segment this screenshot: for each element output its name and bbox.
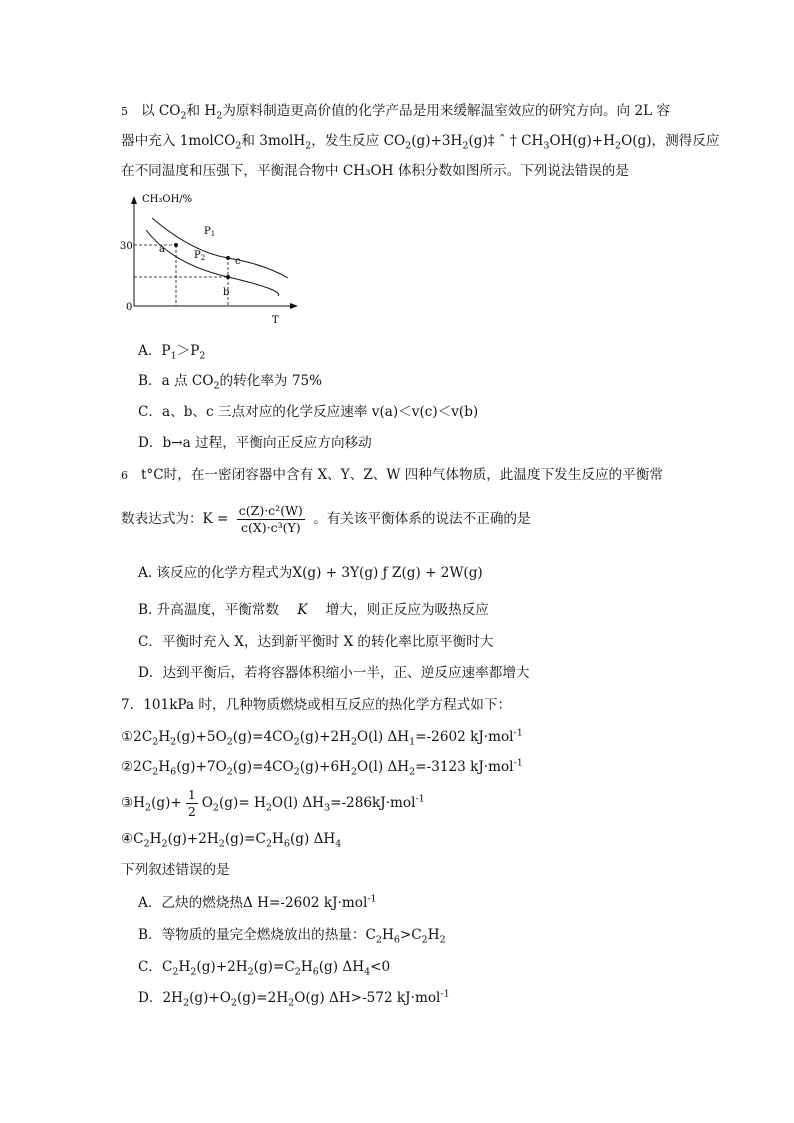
q7-text: =-286kJ·mol [330, 795, 416, 811]
q5-text: OH(g)+H [549, 133, 615, 149]
point-b [226, 275, 230, 279]
q7-option-b[interactable]: B．等物质的量完全燃烧放出的热量：$C_2H_6>C_2H_2$ [138, 927, 446, 946]
q7-text: H [178, 959, 191, 975]
q5-text: 和 H [186, 103, 217, 119]
q7-text: H [158, 759, 171, 775]
q7-text: (g)=2H [236, 990, 289, 1006]
x-axis-label: T [272, 315, 279, 326]
q7-text: (g)+6H [299, 759, 351, 775]
q7-text: (g)+5O [176, 729, 227, 745]
q7-text: (g)+2H [299, 729, 351, 745]
q7-text: (g)+O [189, 990, 231, 1006]
q6-number: 6 [121, 469, 128, 482]
point-c-label: c [235, 256, 241, 267]
q7-text: H [427, 927, 440, 943]
q7-text: (g)=C [224, 831, 266, 847]
q7-text: O(g) ΔH>-572 kJ·mol [294, 990, 441, 1006]
q5-option-c[interactable]: C．a、b、c 三点对应的化学反应速率 v(a)＜v(c)＜v(b) [138, 404, 479, 420]
q7-text: (g)=C [253, 959, 295, 975]
q7-text: H [149, 831, 162, 847]
q7-text: (g)+ [151, 795, 182, 811]
q7-text: -1 [415, 793, 425, 805]
q7-text: H [158, 729, 171, 745]
q7-text: =-3123 kJ·mol [415, 759, 514, 775]
q6-option-c[interactable]: C．平衡时充入 X，达到新平衡时 X 的转化率比原平衡时大 [138, 634, 494, 650]
q5-text: 和 3molH [241, 133, 306, 149]
q7-text: O(l) ΔH [357, 759, 410, 775]
q7-text: (g)= H [218, 795, 266, 811]
q6-text: 数表达式为：K = [121, 511, 229, 527]
half-denominator: 2 [187, 804, 196, 819]
q7-text: ②2C [121, 759, 153, 775]
q6-k-symbol: K [297, 602, 308, 618]
q6-line-1 [121, 465, 663, 486]
q5-option-d[interactable]: D．b→a 过程，平衡向正反应方向移动 [138, 435, 372, 451]
equilibrium-fraction [237, 503, 305, 536]
point-a-label: a [159, 244, 165, 255]
q7-text: (g)+2H [196, 959, 248, 975]
q7-equation-1: $①2C_2H_2(g)+5O_2(g)=4CO_2(g)+2H_2O(l)$ $\Delta H_1=-2602$ kJ·mol$^{-1}$ [121, 727, 523, 748]
point-a [174, 243, 178, 247]
q7-text: H [300, 959, 313, 975]
half-numerator: 1 [187, 787, 196, 802]
q7-text: (g) ΔH [289, 831, 336, 847]
q7-option-c[interactable]: C．$C_2H_2(g)+2H_2(g)=C_2H_6(g)$ $\Delta H_4<0$ [138, 959, 391, 978]
q7-option-a[interactable] [138, 893, 377, 913]
q7-text: ③H [121, 795, 146, 811]
q7-text: -1 [513, 727, 523, 739]
q5-text: A．P [138, 343, 171, 359]
half-fraction [186, 787, 198, 820]
q7-text: (g)+2H [167, 831, 219, 847]
q7-text: H [381, 927, 394, 943]
q7-text: -1 [513, 757, 523, 769]
q7-text: (g)=4CO [232, 729, 294, 745]
curve-p2 [146, 230, 279, 296]
q7-text: (g)+7O [176, 759, 227, 775]
fraction-numerator: c(Z)·c²(W) [238, 503, 303, 518]
origin-label: 0 [126, 302, 133, 313]
q5-text: ＞P [176, 343, 200, 359]
curve-p1 [152, 218, 288, 278]
q7-text: O(l) ΔH [271, 795, 325, 811]
q7-text: (g) ΔH [318, 959, 365, 975]
q6-option-b[interactable] [138, 600, 489, 620]
q5-graph [112, 190, 322, 330]
q7-text: O [201, 795, 213, 811]
q7-text: ①2C [121, 729, 153, 745]
q6-text: B. 升高温度，平衡常数 [138, 602, 279, 618]
q6-text: 增大，则正反应为吸热反应 [325, 602, 489, 618]
q5-text: (g)‡ ˆ † CH [468, 133, 544, 149]
q7-text: C．C [138, 959, 173, 975]
q6-text: t°C时，在一密闭容器中含有 X、Y、Z、W 四种气体物质，此温度下发生反应的平衡常 [140, 467, 663, 483]
q7-text: >C [399, 927, 422, 943]
q7-text: H [272, 831, 284, 847]
q7-text: =-2602 kJ·mol [415, 729, 514, 745]
q7-text: O(l) ΔH [357, 729, 410, 745]
x-axis-arrow [290, 303, 298, 309]
q5-option-b[interactable]: B．a 点 $CO_2$的转化率为 75% [138, 373, 323, 392]
q5-number: 5 [121, 105, 128, 118]
point-c [226, 256, 230, 260]
q6-text: 。有关该平衡体系的说法不正确的是 [313, 511, 531, 527]
q5-text: 器中充入 1molCO [121, 133, 236, 149]
q5-line-3: 在不同温度和压强下，平衡混合物中 CH₃OH 体积分数如图所示。下列说法错误的是 [121, 163, 629, 179]
q7-text: <0 [370, 959, 391, 975]
y-axis-label: CH₃OH/% [142, 194, 193, 205]
p1-label: $P_1$ [204, 226, 216, 238]
q5-text: B．a 点 CO [138, 373, 214, 389]
q5-line-1: 5 以 $CO_2$和 $H_2$为原料制造更高价值的化学产品是用来缓解温室效应的研究方向。向 2L 容 [121, 103, 671, 122]
q7-text: A．乙炔的燃烧热Δ H=-2602 kJ·mol [138, 895, 368, 911]
q7-equation-4: $④C_2H_2(g)+2H_2(g)=C_2H_6(g)$ $\Delta H_4$ [121, 831, 342, 850]
q6-option-d[interactable]: D．达到平衡后，若将容器体积缩小一半，正、逆反应速率都增大 [138, 665, 530, 681]
q7-text: (g)=4CO [232, 759, 294, 775]
q7-stem: 下列叙述错误的是 [121, 862, 230, 878]
y-tick-30: 30 [120, 241, 133, 252]
q5-option-a[interactable]: A．$P_1>P_2$ [138, 343, 206, 362]
point-b-label: b [223, 287, 230, 298]
q7-text: -1 [367, 893, 377, 905]
q5-text: (g)+3H [411, 133, 463, 149]
q7-text: ④C [121, 831, 144, 847]
fraction-denominator: c(X)·c³(Y) [240, 520, 301, 535]
q5-text: 为原料制造更高价值的化学产品是用来缓解温室效应的研究方向。向 2L 容 [222, 103, 671, 119]
q5-text: ，发生反应 CO [311, 133, 406, 149]
q6-option-a[interactable]: A. 该反应的化学方程式为X(g) + 3Y(g) ƒ Z(g) + 2W(g) [138, 565, 483, 581]
q5-text: 以 CO [140, 103, 181, 119]
q5-text: 的转化率为 75% [219, 373, 323, 389]
q7-option-d[interactable]: D．$2H_2(g)+O_2(g)=2H_2O(g)$ ΔH>-572 kJ·mol$^{-1}$ [138, 988, 450, 1009]
q6-line-2 [121, 500, 531, 538]
q7-text: B．等物质的量完全燃烧放出的热量：C [138, 927, 376, 943]
q7-text: -1 [440, 988, 450, 1000]
y-axis-arrow [131, 196, 137, 204]
q5-line-2: 器中充入 1molCO$_2$和 3molH$_2$，发生反应 $CO_2(g)+3H_2(g)\ddagger$ ˆ † $CH_3OH(g)+H_2O(g)$，测得反应 [121, 133, 720, 152]
q5-text: O(g)，测得反应 [621, 133, 720, 149]
q7-text: D．2H [138, 990, 183, 1006]
p2-label: $P_2$ [194, 250, 206, 262]
q7-equation-3: $③H_2(g)+$ $\frac{1}{2}$ $O_2(g)= H_2O(l)$ $\Delta H_3=-286kJ\cdot mol^{-1}$ [121, 787, 425, 819]
q7-intro: 7．101kPa 时，几种物质燃烧或相互反应的热化学方程式如下： [121, 697, 512, 713]
q7-equation-2: $②2C_2H_6(g)+7O_2(g)=4CO_2(g)+6H_2O(l)$ $\Delta H_2=-3123$ kJ·mol$^{-1}$ [121, 757, 523, 778]
